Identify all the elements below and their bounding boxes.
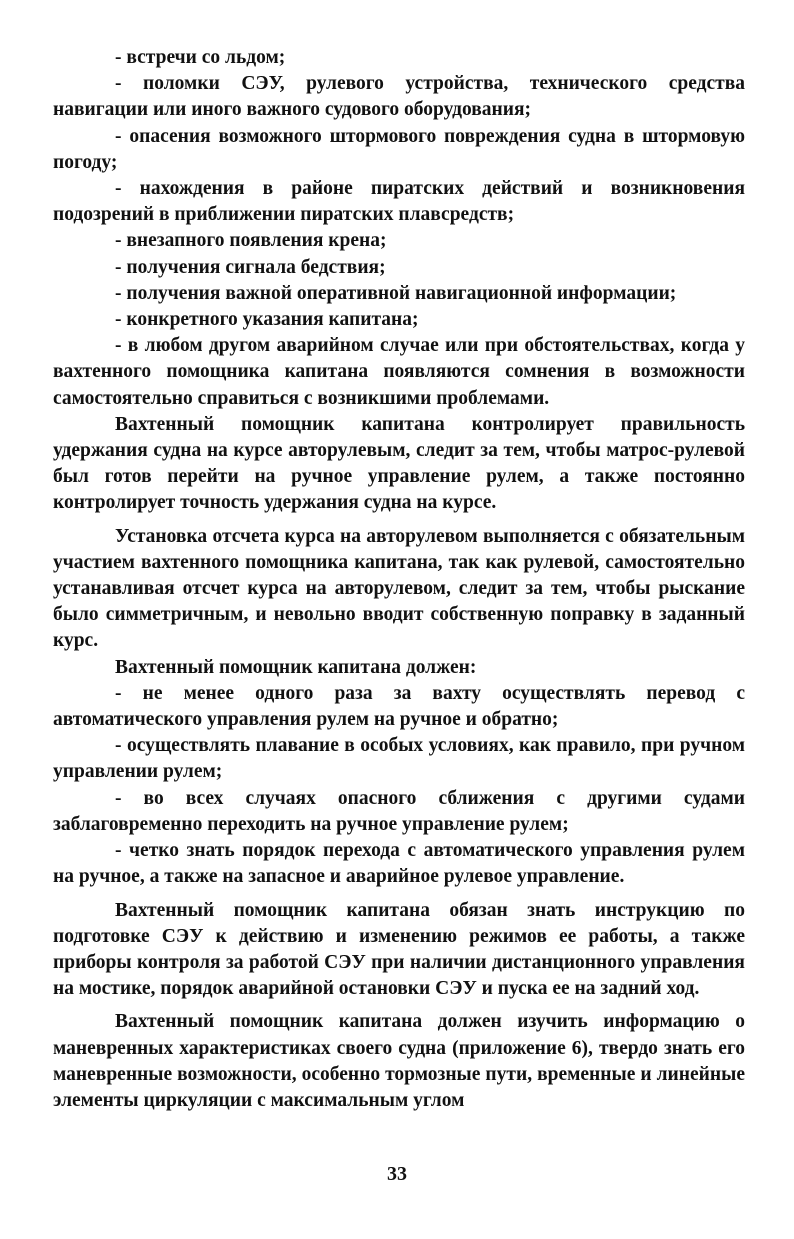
- list-item-distress: - получения сигнала бедствия;: [115, 256, 386, 278]
- paragraph-autopilot-control: Вахтенный помощник капитана контролирует правильность удержания судна на курсе авторулевым, следит за тем, чтобы матрос-рулевой был готов перейти на ручное управление рулем, а также постоянно контролирует точность удержания судна на курсе.: [53, 413, 745, 514]
- paragraph-engine-instructions: Вахтенный помощник капитана обязан знать инструкцию по подготовке СЭУ к действию и изменению режимов ее работы, а также приборы контроля за работой СЭУ при наличии дистанционного управления на мостике, порядок аварийной остановки СЭУ и пуска ее на задний ход.: [53, 899, 745, 1000]
- list-item-pirates: - нахождения в районе пиратских действий и возникновения подозрений в приближении пиратских плавсредств;: [53, 178, 745, 226]
- list-item-special-conditions: - осуществлять плавание в особых условиях, как правило, при ручном управлении рулем;: [53, 735, 745, 783]
- list-item-ice: - встречи со льдом;: [115, 47, 286, 68]
- list-item-breakdown: - поломки СЭУ, рулевого устройства, технического средства навигации или иного важного судового оборудования;: [53, 73, 745, 121]
- paragraph-maneuvering: Вахтенный помощник капитана должен изучить информацию о маневренных характеристиках своего судна (приложение 6), твердо знать его маневренные возможности, особенно тормозные пути, временные и линейные элементы циркуляции с максимальным углом: [53, 1011, 745, 1111]
- list-item-switch-per-watch: - не менее одного раза за вахту осуществлять перевод с автоматического управления рулем на ручное и обратно;: [53, 682, 745, 731]
- list-item-other-emergency: - в любом другом аварийном случае или при обстоятельствах, когда у вахтенного помощника капитана появляются сомнения в возможности самостоятельно справиться с возникшими проблемами.: [53, 335, 745, 409]
- list-item-storm: - опасения возможного штормового повреждения судна в штормовую погоду;: [53, 125, 745, 173]
- list-item-steering-transition: - четко знать порядок перехода с автоматического управления рулем на ручное, а также на запасное и аварийное рулевое управление.: [53, 840, 745, 888]
- list-item-heel: - внезапного появления крена;: [115, 230, 387, 252]
- paragraph-course-setting: Установка отсчета курса на авторулевом выполняется с обязательным участием вахтенного помощника капитана, так как рулевой, самостоятельно устанавливая отсчет курса на авторулевом, следит за тем, чтобы рыскание было симметричным, и невольно вводит собственную поправку в заданный курс.: [53, 525, 745, 652]
- document-body: [53, 45, 745, 1114]
- list-item-captain-order: - конкретного указания капитана;: [115, 309, 419, 331]
- paragraph-must-heading: Вахтенный помощник капитана должен:: [115, 656, 477, 678]
- page-number: 33: [387, 1163, 407, 1185]
- list-item-nav-info: - получения важной оперативной навигационной информации;: [115, 282, 677, 304]
- list-item-close-approach: - во всех случаях опасного сближения с другими судами заблаговременно переходить на ручное управление рулем;: [53, 787, 745, 835]
